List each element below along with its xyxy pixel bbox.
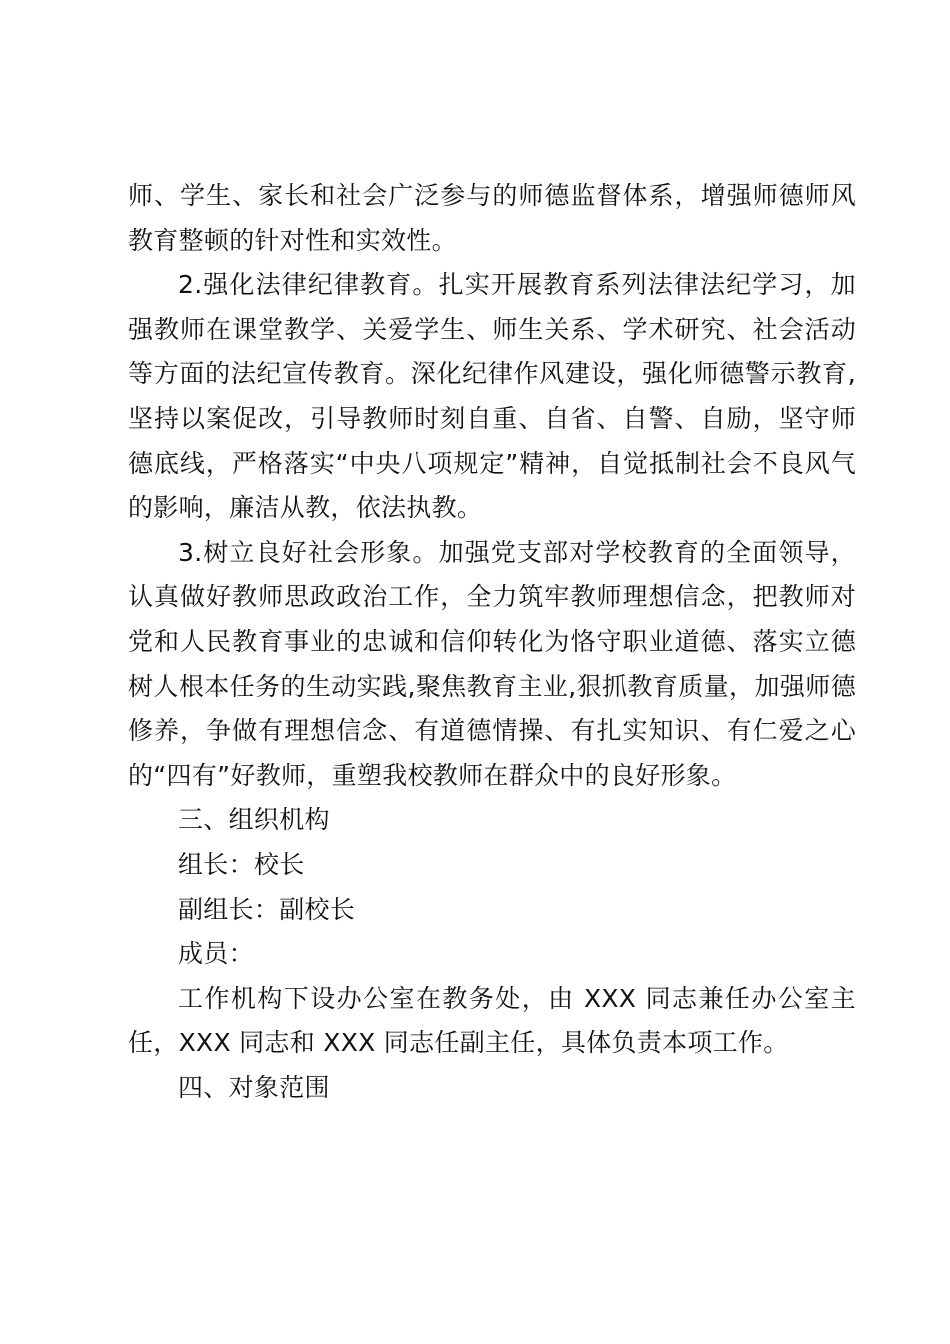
paragraph-social-image: 3.树立良好社会形象。加强党支部对学校教育的全面领导，认真做好教师思政政治工作，全力筑牢教师理想信念，把教师对党和人民教育事业的忠诚和信仰转化为恪守职业道德、落实立德树人根本任务的生动实践,聚焦教育主业,狠抓教育质量，加强师德修养，争做有理想信念、有道德情操、有扎实知识、有仁爱之心的“四有”好教师，重塑我校教师在群众中的良好形象。: [128, 537, 856, 790]
section-heading-organization: 三、组织机构: [178, 805, 330, 835]
section-heading-scope: 四、对象范围: [178, 1072, 330, 1102]
org-members: 成员：: [178, 939, 254, 969]
org-leader: 组长：校长: [178, 849, 305, 879]
paragraph-office: 工作机构下设办公室在教务处，由 XXX 同志兼任办公室主任，XXX 同志和 XXX 同志任副主任，具体负责本项工作。: [128, 983, 856, 1058]
paragraph-continuation: 师、学生、家长和社会广泛参与的师德监督体系，增强师德师风教育整顿的针对性和实效性。: [128, 181, 856, 255]
paragraph-law-education: 2.强化法律纪律教育。扎实开展教育系列法律法纪学习，加强教师在课堂教学、关爱学生、师生关系、学术研究、社会活动等方面的法纪宣传教育。深化纪律作风建设，强化师德警示教育,坚持以案促改，引导教师时刻自重、自省、自警、自励，坚守师德底线，严格落实“中央八项规定”精神，自觉抵制社会不良风气的影响，廉洁从教，依法执教。: [128, 270, 856, 523]
document-body: [128, 174, 856, 1110]
org-deputy-leader: 副组长：副校长: [178, 894, 356, 924]
